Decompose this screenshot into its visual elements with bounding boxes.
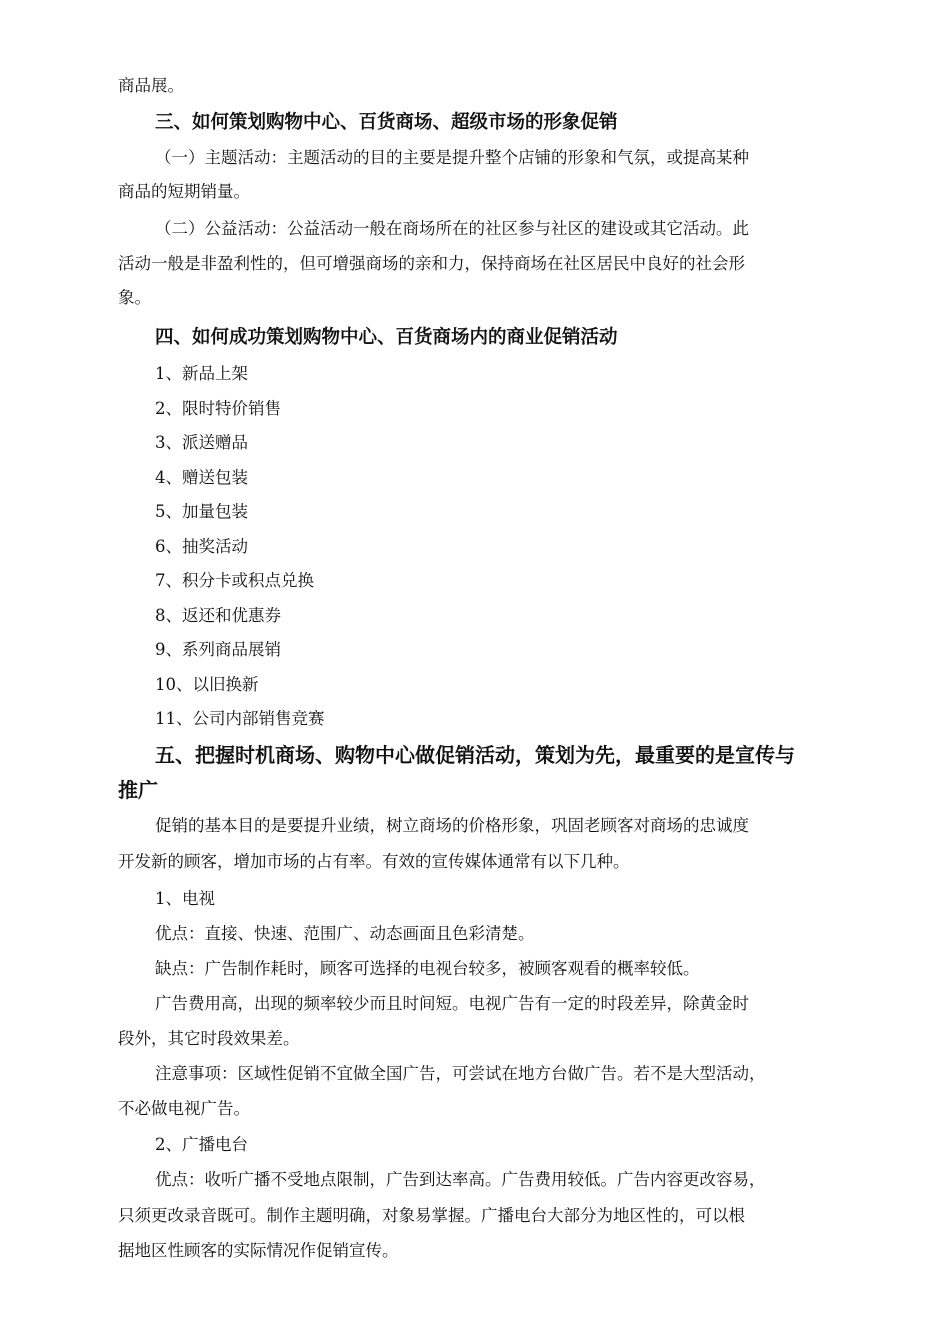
section-3-item-1-line-2: 商品的短期销量。 xyxy=(118,182,250,201)
section-5-para-line-2: 开发新的顾客，增加市场的占有率。有效的宣传媒体通常有以下几种。 xyxy=(118,852,630,871)
list-item: 3、派送赠品 xyxy=(155,433,248,452)
list-item: 7、积分卡或积点兑换 xyxy=(155,571,314,590)
tv-note-line-2: 不必做电视广告。 xyxy=(118,1099,250,1118)
tv-pros: 优点：直接、快速、范围广、动态画面且色彩清楚。 xyxy=(155,924,535,943)
tv-cost-line-1: 广告费用高，出现的频率较少而且时间短。电视广告有一定的时段差异，除黄金时 xyxy=(155,994,749,1013)
list-item: 1、新品上架 xyxy=(155,364,248,383)
list-item: 6、抽奖活动 xyxy=(155,537,248,556)
list-item: 8、返还和优惠券 xyxy=(155,606,281,625)
radio-pros-line-1: 优点：收听广播不受地点限制，广告到达率高。广告费用较低。广告内容更改容易， xyxy=(155,1170,766,1189)
radio-pros-line-3: 据地区性顾客的实际情况作促销宣传。 xyxy=(118,1241,399,1260)
paragraph-tail: 商品展。 xyxy=(118,76,184,95)
section-3-item-2-line-3: 象。 xyxy=(118,288,151,307)
section-3-item-1-line-1: （一）主题活动：主题活动的目的主要是提升整个店铺的形象和气氛，或提高某种 xyxy=(155,148,749,167)
section-3-heading: 三、如何策划购物中心、百货商场、超级市场的形象促销 xyxy=(155,112,618,133)
list-item: 5、加量包装 xyxy=(155,502,248,521)
section-3-item-2-line-1: （二）公益活动：公益活动一般在商场所在的社区参与社区的建设或其它活动。此 xyxy=(155,219,749,238)
radio-pros-line-2: 只须更改录音既可。制作主题明确，对象易掌握。广播电台大部分为地区性的，可以根 xyxy=(118,1206,745,1225)
list-item: 2、限时特价销售 xyxy=(155,399,281,418)
section-4-heading: 四、如何成功策划购物中心、百货商场内的商业促销活动 xyxy=(155,327,618,348)
section-5-heading-line-2: 推广 xyxy=(118,778,158,802)
tv-note-line-1: 注意事项：区域性促销不宜做全国广告，可尝试在地方台做广告。若不是大型活动， xyxy=(155,1064,766,1083)
list-item: 11、公司内部销售竞赛 xyxy=(155,709,325,728)
section-3-item-2-line-2: 活动一般是非盈利性的，但可增强商场的亲和力，保持商场在社区居民中良好的社会形 xyxy=(118,254,745,273)
section-5-para-line-1: 促销的基本目的是要提升业绩，树立商场的价格形象，巩固老顾客对商场的忠诚度 xyxy=(155,816,749,835)
list-item: 4、赠送包装 xyxy=(155,468,248,487)
tv-cost-line-2: 段外，其它时段效果差。 xyxy=(118,1029,300,1048)
tv-heading: 1、电视 xyxy=(155,889,215,908)
section-5-heading-line-1: 五、把握时机商场、购物中心做促销活动，策划为先，最重要的是宣传与 xyxy=(155,743,795,767)
tv-cons: 缺点：广告制作耗时，顾客可选择的电视台较多，被顾客观看的概率较低。 xyxy=(155,959,700,978)
list-item: 9、系列商品展销 xyxy=(155,640,281,659)
list-item: 10、以旧换新 xyxy=(155,675,259,694)
radio-heading: 2、广播电台 xyxy=(155,1135,248,1154)
